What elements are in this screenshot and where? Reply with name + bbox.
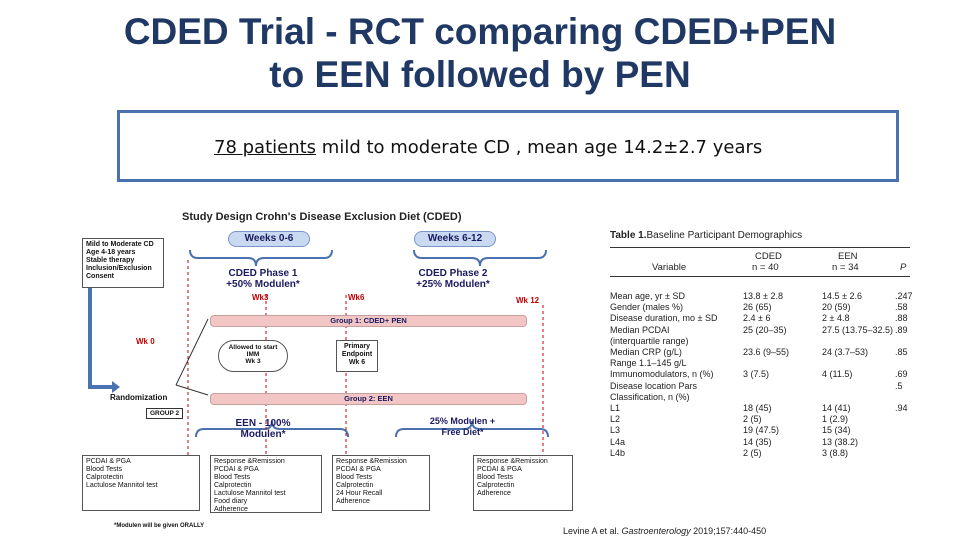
table-cell: 3 (8.8) — [822, 447, 849, 458]
table-caption: Baseline Participant Demographics — [646, 230, 803, 241]
brace-weeks-0-6 — [190, 250, 332, 266]
patients-info-box — [117, 110, 899, 182]
inclusion-line: Inclusion/Exclusion — [86, 265, 152, 272]
table-cell: .247 — [895, 291, 913, 301]
citation-journal: Gastroenterology — [621, 526, 691, 536]
assessment-line: Food diary — [214, 498, 248, 505]
study-design-diagram — [78, 205, 578, 529]
table-cell: L1 — [610, 403, 621, 413]
assessment-box-2 — [210, 455, 322, 513]
assessment-line: Adherence — [214, 506, 248, 513]
assessment-line: Blood Tests — [86, 466, 123, 473]
slide-title-line-2: to EEN followed by PEN — [269, 54, 691, 95]
table-cell: 23.6 (9–55) — [743, 347, 790, 357]
allowed-imm-oval — [218, 340, 288, 372]
assessment-box-4 — [473, 455, 573, 511]
table-cell: .89 — [895, 324, 908, 335]
assessment-line: PCDAI & PGA — [477, 466, 522, 473]
assessment-line: Adherence — [477, 490, 511, 497]
table-row — [610, 302, 910, 312]
table-cell: 2 (5) — [743, 447, 762, 458]
phase-1-modulen: +50% Modulen* — [226, 279, 300, 290]
inclusion-arrow — [90, 277, 112, 387]
citation — [563, 526, 766, 536]
table-cell: Gender (males %) — [610, 302, 684, 313]
wk12-label: Wk 12 — [516, 296, 540, 305]
demographics-table — [610, 225, 915, 510]
table-number: Table 1. — [610, 230, 647, 241]
table-cell: 2 ± 4.8 — [822, 313, 850, 324]
phase-2-label — [398, 268, 508, 290]
header-cded: CDED — [755, 251, 782, 262]
assessment-line: Response &Remission — [214, 458, 285, 465]
table-cell: .94 — [895, 403, 908, 413]
table-cell: 2.4 ± 6 — [743, 313, 771, 324]
group-2-tag: GROUP 2 — [146, 408, 183, 419]
primary-line: Endpoint — [341, 351, 373, 358]
table-cell: 4 (11.5) — [822, 369, 853, 380]
weeks-0-6-label: Weeks 0-6 — [228, 231, 310, 247]
assessment-line: Response &Remission — [477, 458, 548, 465]
table-cell: (interquartile range) — [610, 335, 689, 346]
group-2-bar: Group 2: EEN — [210, 393, 527, 405]
header-p: P — [900, 262, 907, 273]
allowed-line: Wk 3 — [245, 358, 261, 365]
inclusion-criteria-box — [82, 238, 164, 288]
wk3-label: Wk3 — [252, 293, 269, 302]
header-een: EEN — [838, 251, 858, 262]
patients-description: mild to moderate CD , mean age 14.2±2.7 years — [316, 137, 763, 158]
table-row — [610, 369, 910, 379]
brace-weeks-6-12 — [414, 250, 546, 266]
table-cell: 3 (7.5) — [743, 369, 770, 380]
header-variable: Variable — [652, 262, 687, 273]
table-row — [610, 403, 910, 413]
een-title: EEN - 100% — [235, 418, 291, 429]
assessment-line: PCDAI & PGA — [336, 466, 381, 473]
table-cell: 1 (2.9) — [822, 414, 849, 425]
assessment-line: Response &Remission — [336, 458, 407, 465]
inclusion-line: Consent — [86, 273, 114, 280]
header-cded-n: n = 40 — [752, 262, 779, 273]
inclusion-line: Age 4-18 years — [86, 249, 136, 256]
phase-1-title: CDED Phase 1 — [228, 268, 298, 279]
patients-info-text — [214, 137, 762, 158]
primary-line: Wk 6 — [348, 359, 366, 366]
header-een-n: n = 34 — [832, 262, 859, 273]
table-cell: Immunomodulators, n (%) — [610, 369, 714, 380]
table-cell: .88 — [895, 313, 908, 324]
table-cell: .58 — [895, 302, 908, 313]
branch-down — [176, 385, 208, 395]
table-cell: 13 (38.2) — [822, 436, 859, 447]
assessment-box-3 — [332, 455, 430, 511]
modulen-25-title: 25% Modulen + — [429, 416, 496, 426]
table-row — [610, 381, 910, 391]
modulen-25-diet: Free Diet* — [441, 427, 484, 437]
table-cell: .85 — [895, 347, 908, 357]
table-cell: .69 — [895, 369, 908, 380]
table-row — [610, 336, 910, 346]
table-cell: L4b — [610, 447, 626, 458]
assessment-line: Adherence — [336, 498, 370, 505]
weeks-6-12-label: Weeks 6-12 — [414, 231, 496, 247]
table-cell: L2 — [610, 414, 621, 425]
table-title — [610, 230, 802, 241]
een-label — [218, 418, 308, 440]
table-cell: L4a — [610, 436, 626, 447]
assessment-line: PCDAI & PGA — [86, 458, 131, 465]
assessment-line: Calprotectin — [336, 482, 374, 489]
wk6-label: Wk6 — [348, 293, 365, 302]
table-cell: Disease location Pars — [610, 380, 698, 391]
table-cell: 20 (59) — [822, 302, 851, 313]
assessment-line: Calprotectin — [477, 482, 515, 489]
assessment-line: Calprotectin — [214, 482, 252, 489]
table-row — [610, 414, 910, 424]
randomization-label: Randomization — [110, 393, 168, 402]
table-cell: .5 — [895, 380, 903, 391]
table-cell: L3 — [610, 425, 621, 436]
table-cell: Mean age, yr ± SD — [610, 291, 685, 301]
table-cell: 27.5 (13.75–32.5) — [822, 324, 894, 335]
assessment-line: Calprotectin — [86, 474, 124, 481]
table-cell: 26 (65) — [743, 302, 772, 313]
table-row — [610, 437, 910, 447]
slide-title-line-1: CDED Trial - RCT comparing CDED+PEN — [123, 11, 837, 52]
citation-authors: Levine A et al. — [563, 526, 622, 536]
table-cell: Range 1.1–145 g/L — [610, 358, 687, 369]
assessment-line: Lactulose Mannitol test — [86, 482, 158, 489]
assessment-line: Blood Tests — [214, 474, 251, 481]
assessment-line: PCDAI & PGA — [214, 466, 259, 473]
group-1-bar: Group 1: CDED+ PEN — [210, 315, 527, 327]
table-cell: 25 (20–35) — [743, 324, 787, 335]
table-row — [610, 313, 910, 323]
patients-count: 78 patients — [214, 137, 317, 158]
table-cell: 13.8 ± 2.8 — [743, 291, 783, 301]
assessment-box-1 — [82, 455, 200, 511]
primary-endpoint-box — [336, 340, 378, 372]
table-cell: 14 (35) — [743, 436, 772, 447]
branch-up — [176, 319, 208, 385]
assessment-line: Lactulose Mannitol test — [214, 490, 286, 497]
table-header — [610, 247, 910, 277]
assessment-line: Blood Tests — [336, 474, 373, 481]
wk0-label: Wk 0 — [136, 337, 155, 346]
table-row — [610, 425, 910, 435]
een-modulen: Modulen* — [240, 429, 286, 440]
inclusion-line: Stable therapy — [86, 257, 135, 264]
table-row — [610, 448, 910, 458]
table-cell: 14.5 ± 2.6 — [822, 291, 862, 301]
citation-ref: 2019;157:440-450 — [690, 526, 767, 536]
table-row — [610, 392, 910, 402]
table-cell: Disease duration, mo ± SD — [610, 313, 718, 324]
table-cell: 14 (41) — [822, 403, 851, 413]
table-cell: Classification, n (%) — [610, 391, 690, 402]
phase-2-title: CDED Phase 2 — [418, 268, 488, 279]
table-row — [610, 358, 910, 368]
table-cell: 19 (47.5) — [743, 425, 780, 436]
study-design-title: Study Design Crohn's Disease Exclusion Diet (CDED) — [182, 211, 462, 223]
inclusion-arrow-head — [112, 381, 120, 393]
table-cell: Median CRP (g/L) — [610, 347, 682, 357]
table-cell: 18 (45) — [743, 403, 772, 413]
table-cell: Median PCDAI — [610, 324, 670, 335]
primary-line: Primary — [343, 343, 371, 350]
phase-1-label — [208, 268, 318, 290]
table-cell: 2 (5) — [743, 414, 762, 425]
allowed-line: Allowed to start — [228, 344, 278, 351]
assessment-line: 24 Hour Recall — [336, 490, 383, 497]
table-cell: 15 (34) — [822, 425, 851, 436]
table-row — [610, 325, 910, 335]
inclusion-line: Mild to Moderate CD — [86, 241, 154, 248]
table-cell: 24 (3.7–53) — [822, 347, 869, 357]
modulen-footnote: *Modulen will be given ORALLY — [114, 523, 205, 529]
modulen-25-label — [410, 416, 515, 438]
table-row — [610, 291, 913, 301]
allowed-line: IMM — [246, 351, 260, 358]
phase-2-modulen: +25% Modulen* — [416, 279, 490, 290]
table-row — [610, 347, 910, 357]
assessment-line: Blood Tests — [477, 474, 514, 481]
